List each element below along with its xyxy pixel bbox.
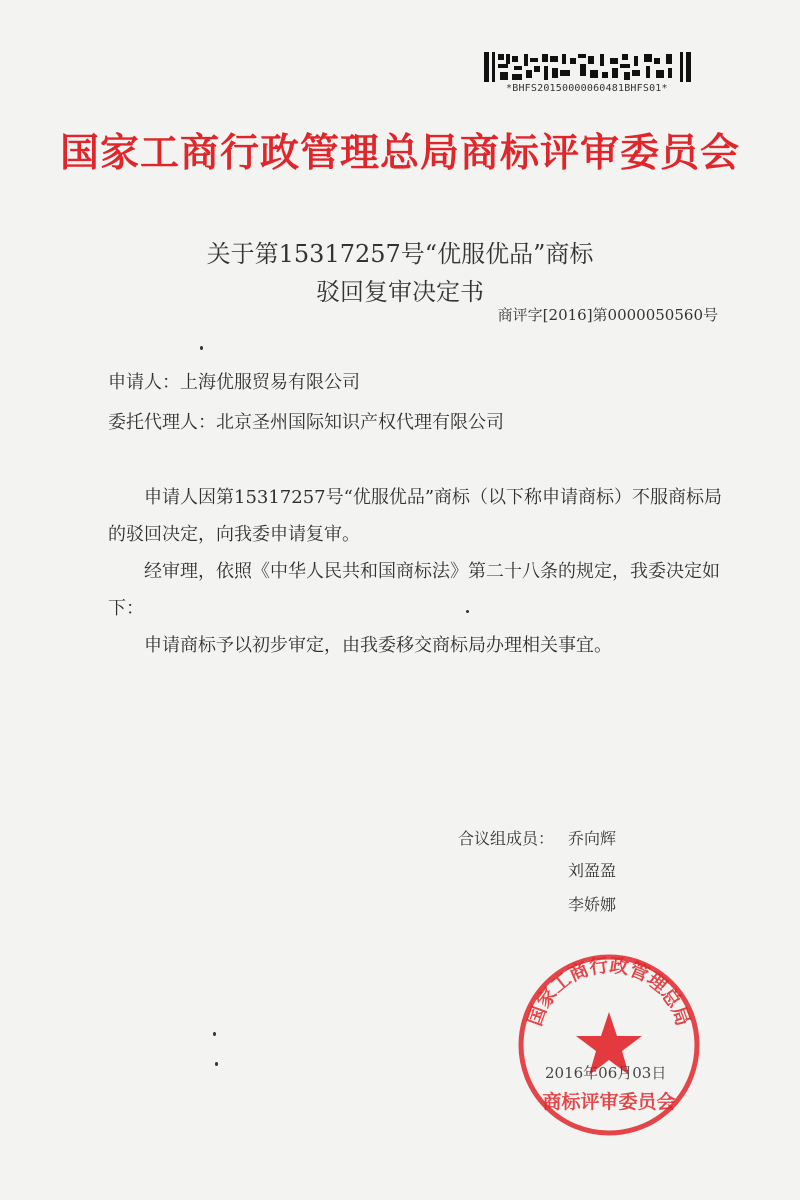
document-number: 商评字[2016]第0000050560号 bbox=[497, 306, 718, 324]
scan-speck bbox=[215, 1062, 218, 1066]
scan-speck bbox=[466, 610, 469, 613]
agent-line: 委托代理人：北京圣州国际知识产权代理有限公司 bbox=[108, 412, 504, 433]
official-seal bbox=[514, 950, 704, 1140]
body-paragraph-1: 申请人因第15317257号“优服优品”商标（以下称申请商标）不服商标局的驳回决定，向我委申请复审。 bbox=[108, 487, 723, 545]
scan-speck bbox=[213, 1032, 216, 1036]
applicant-line: 申请人：上海优服贸易有限公司 bbox=[108, 372, 360, 393]
panel-member-3: 李娇娜 bbox=[568, 895, 617, 914]
barcode-image bbox=[484, 52, 694, 82]
barcode-number: *BHFS20150000060481BHFS01* bbox=[506, 83, 668, 94]
panel-member-1: 乔向辉 bbox=[568, 829, 617, 848]
svg-text:商标评审委员会: 商标评审委员会 bbox=[542, 1091, 676, 1113]
panel-members-label: 合议组成员： bbox=[458, 829, 555, 848]
body-paragraph-2: 经审理，依照《中华人民共和国商标法》第二十八条的规定，我委决定如下： bbox=[108, 561, 720, 619]
body-paragraph-3: 申请商标予以初步审定，由我委移交商标局办理相关事宜。 bbox=[144, 635, 612, 656]
decision-title-line2: 驳回复审决定书 bbox=[316, 278, 484, 306]
issue-date: 2016年06月03日 bbox=[545, 1064, 667, 1082]
issuing-authority-header: 国家工商行政管理总局商标评审委员会 bbox=[59, 131, 740, 176]
decision-title-line1: 关于第15317257号“优服优品”商标 bbox=[206, 240, 594, 268]
panel-member-2: 刘盈盈 bbox=[568, 861, 617, 880]
svg-text:国家工商行政管理总局: 国家工商行政管理总局 bbox=[523, 954, 695, 1029]
scan-speck bbox=[200, 346, 203, 350]
